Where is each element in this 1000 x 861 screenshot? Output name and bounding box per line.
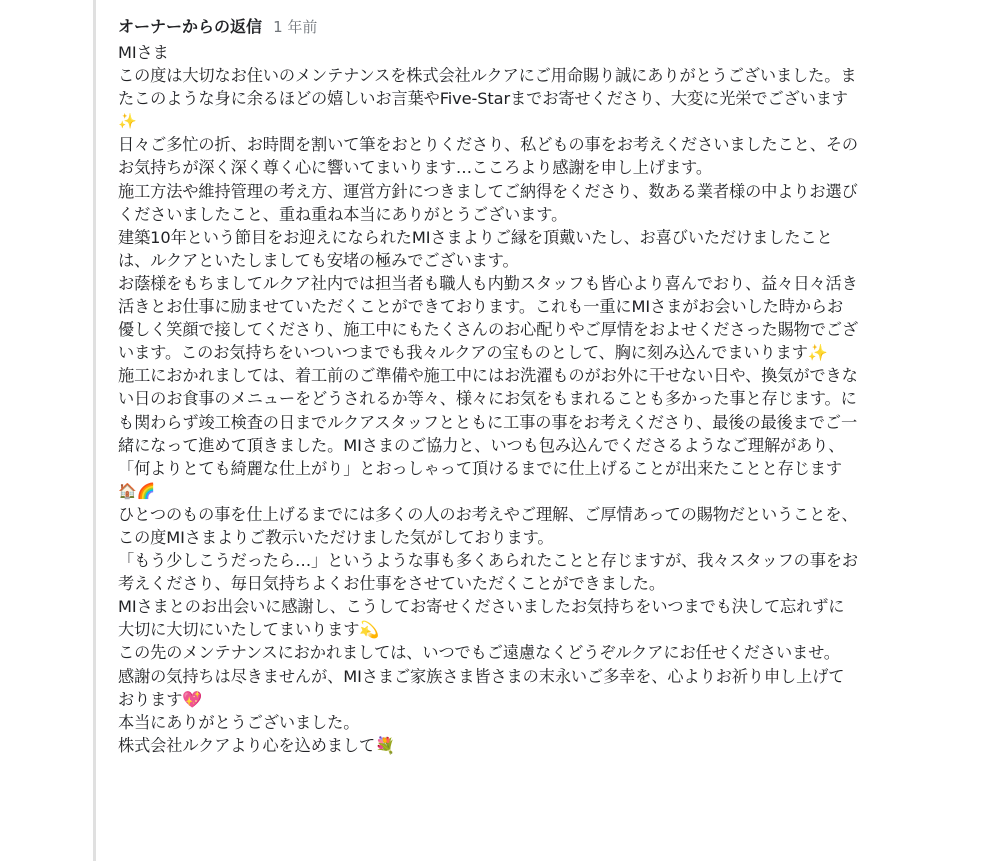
reply-line: 建築10年という節目をお迎えになられたMIさまよりご縁を頂戴いたし、お喜びいただけましたこと [118,227,833,247]
reply-line: 優しく笑顔で接してくださり、施工中にもたくさんのお心配りやご厚情をおよせくださった賜物でござ [118,320,859,340]
reply-line: 考えくださり、毎日気持ちよくお仕事をさせていただくことができました。 [118,574,665,594]
reply-line: この度MIさまよりご教示いただけました気がしております。 [118,527,554,547]
reply-line: お気持ちが深く深く尊く心に響いてまいります…こころより感謝を申し上げます。 [118,158,712,178]
reply-line: くださいましたこと、重ね重ね本当にありがとうございます。 [118,204,568,224]
reply-line: 感謝の気持ちは尽きませんが、MIさまご家族さま皆さまの末永いご多幸を、心よりお祈り申し上げて [118,666,845,686]
reply-line: お蔭様をもちましてルクア社内では担当者も職人も内勤スタッフも皆心より喜んでおり、益々日々活き [118,273,858,293]
reply-line: 大切に大切にいたしてまいります💫 [118,620,380,640]
reply-line: MIさまとのお出会いに感謝し、こうしてお寄せくださいましたお気持ちをいつまでも決して忘れずに [118,597,845,617]
reply-line: この先のメンテナンスにおかれましては、いつでもご遠慮なくどうぞルクアにお任せくださいませ。 [118,643,840,663]
reply-line: 緒になって進めて頂きました。MIさまのご協力と、いつも包み込んでくださるようなご理解があり、 [118,435,845,455]
owner-reply [93,0,1000,861]
reply-line: 「もう少しこうだったら…」というような事も多くあられたことと存じますが、我々スタッフの事をお [118,551,859,571]
house-rainbow-emoji: 🏠🌈 [118,481,156,500]
owner-reply-label: オーナーからの返信 [118,17,263,36]
reply-line: MIさま [118,43,169,62]
reply-line: たこのような身に余るほどの嬉しいお言葉やFive-Starまでお寄せくださり、大変に光栄でございます [118,89,848,109]
owner-reply-time: 1 年前 [273,18,318,36]
reply-line: この度は大切なお住いのメンテナンスを株式会社ルクアにご用命賜り誠にありがとうございました。ま [118,66,857,86]
reply-line: 施工方法や維持管理の考え方、運営方針につきましてご納得をくださり、数ある業者様の中よりお選び [118,181,858,201]
sparkles-emoji: ✨ [118,112,137,131]
reply-line: 日々ご多忙の折、お時間を割いて筆をおとりくださり、私どもの事をお考えくださいましたこと、その [118,135,859,155]
reply-line: 本当にありがとうございました。 [118,712,360,732]
reply-line: 施工におかれましては、着工前のご準備や施工中にはお洗濯ものがお外に干せない日や、換気ができな [118,366,858,386]
reply-line: は、ルクアといたしましても安堵の極みでございます。 [118,250,519,270]
owner-reply-body [118,13,984,757]
reply-line: ひとつのもの事を仕上げるまでには多くの人のお考えやご理解、ご厚情あっての賜物だということを、 [118,504,858,524]
reply-line: い日のお食事のメニューをどうされるか等々、様々にお気をもまれることも多かった事と存じます。に [118,389,857,409]
owner-reply-text [118,41,984,757]
reply-line: 活きとお仕事に励ませていただくことができております。これも一重にMIさまがお会いした時からお [118,297,844,317]
reply-line: 株式会社ルクアより心を込めまして💐 [118,735,396,755]
reply-line: 「何よりとても綺麗な仕上がり」とおっしゃって頂けるまでに仕上げることが出来たことと存じます [118,458,842,478]
owner-reply-header [118,13,984,41]
reply-line: おります💖 [118,689,203,709]
reply-line: も関わらず竣工検査の日までルクアスタッフとともに工事の事をお考えくださり、最後の最後までご一 [118,412,858,432]
reply-line: います。このお気持ちをいついつまでも我々ルクアの宝ものとして、胸に刻み込んでまいります✨ [118,343,828,363]
